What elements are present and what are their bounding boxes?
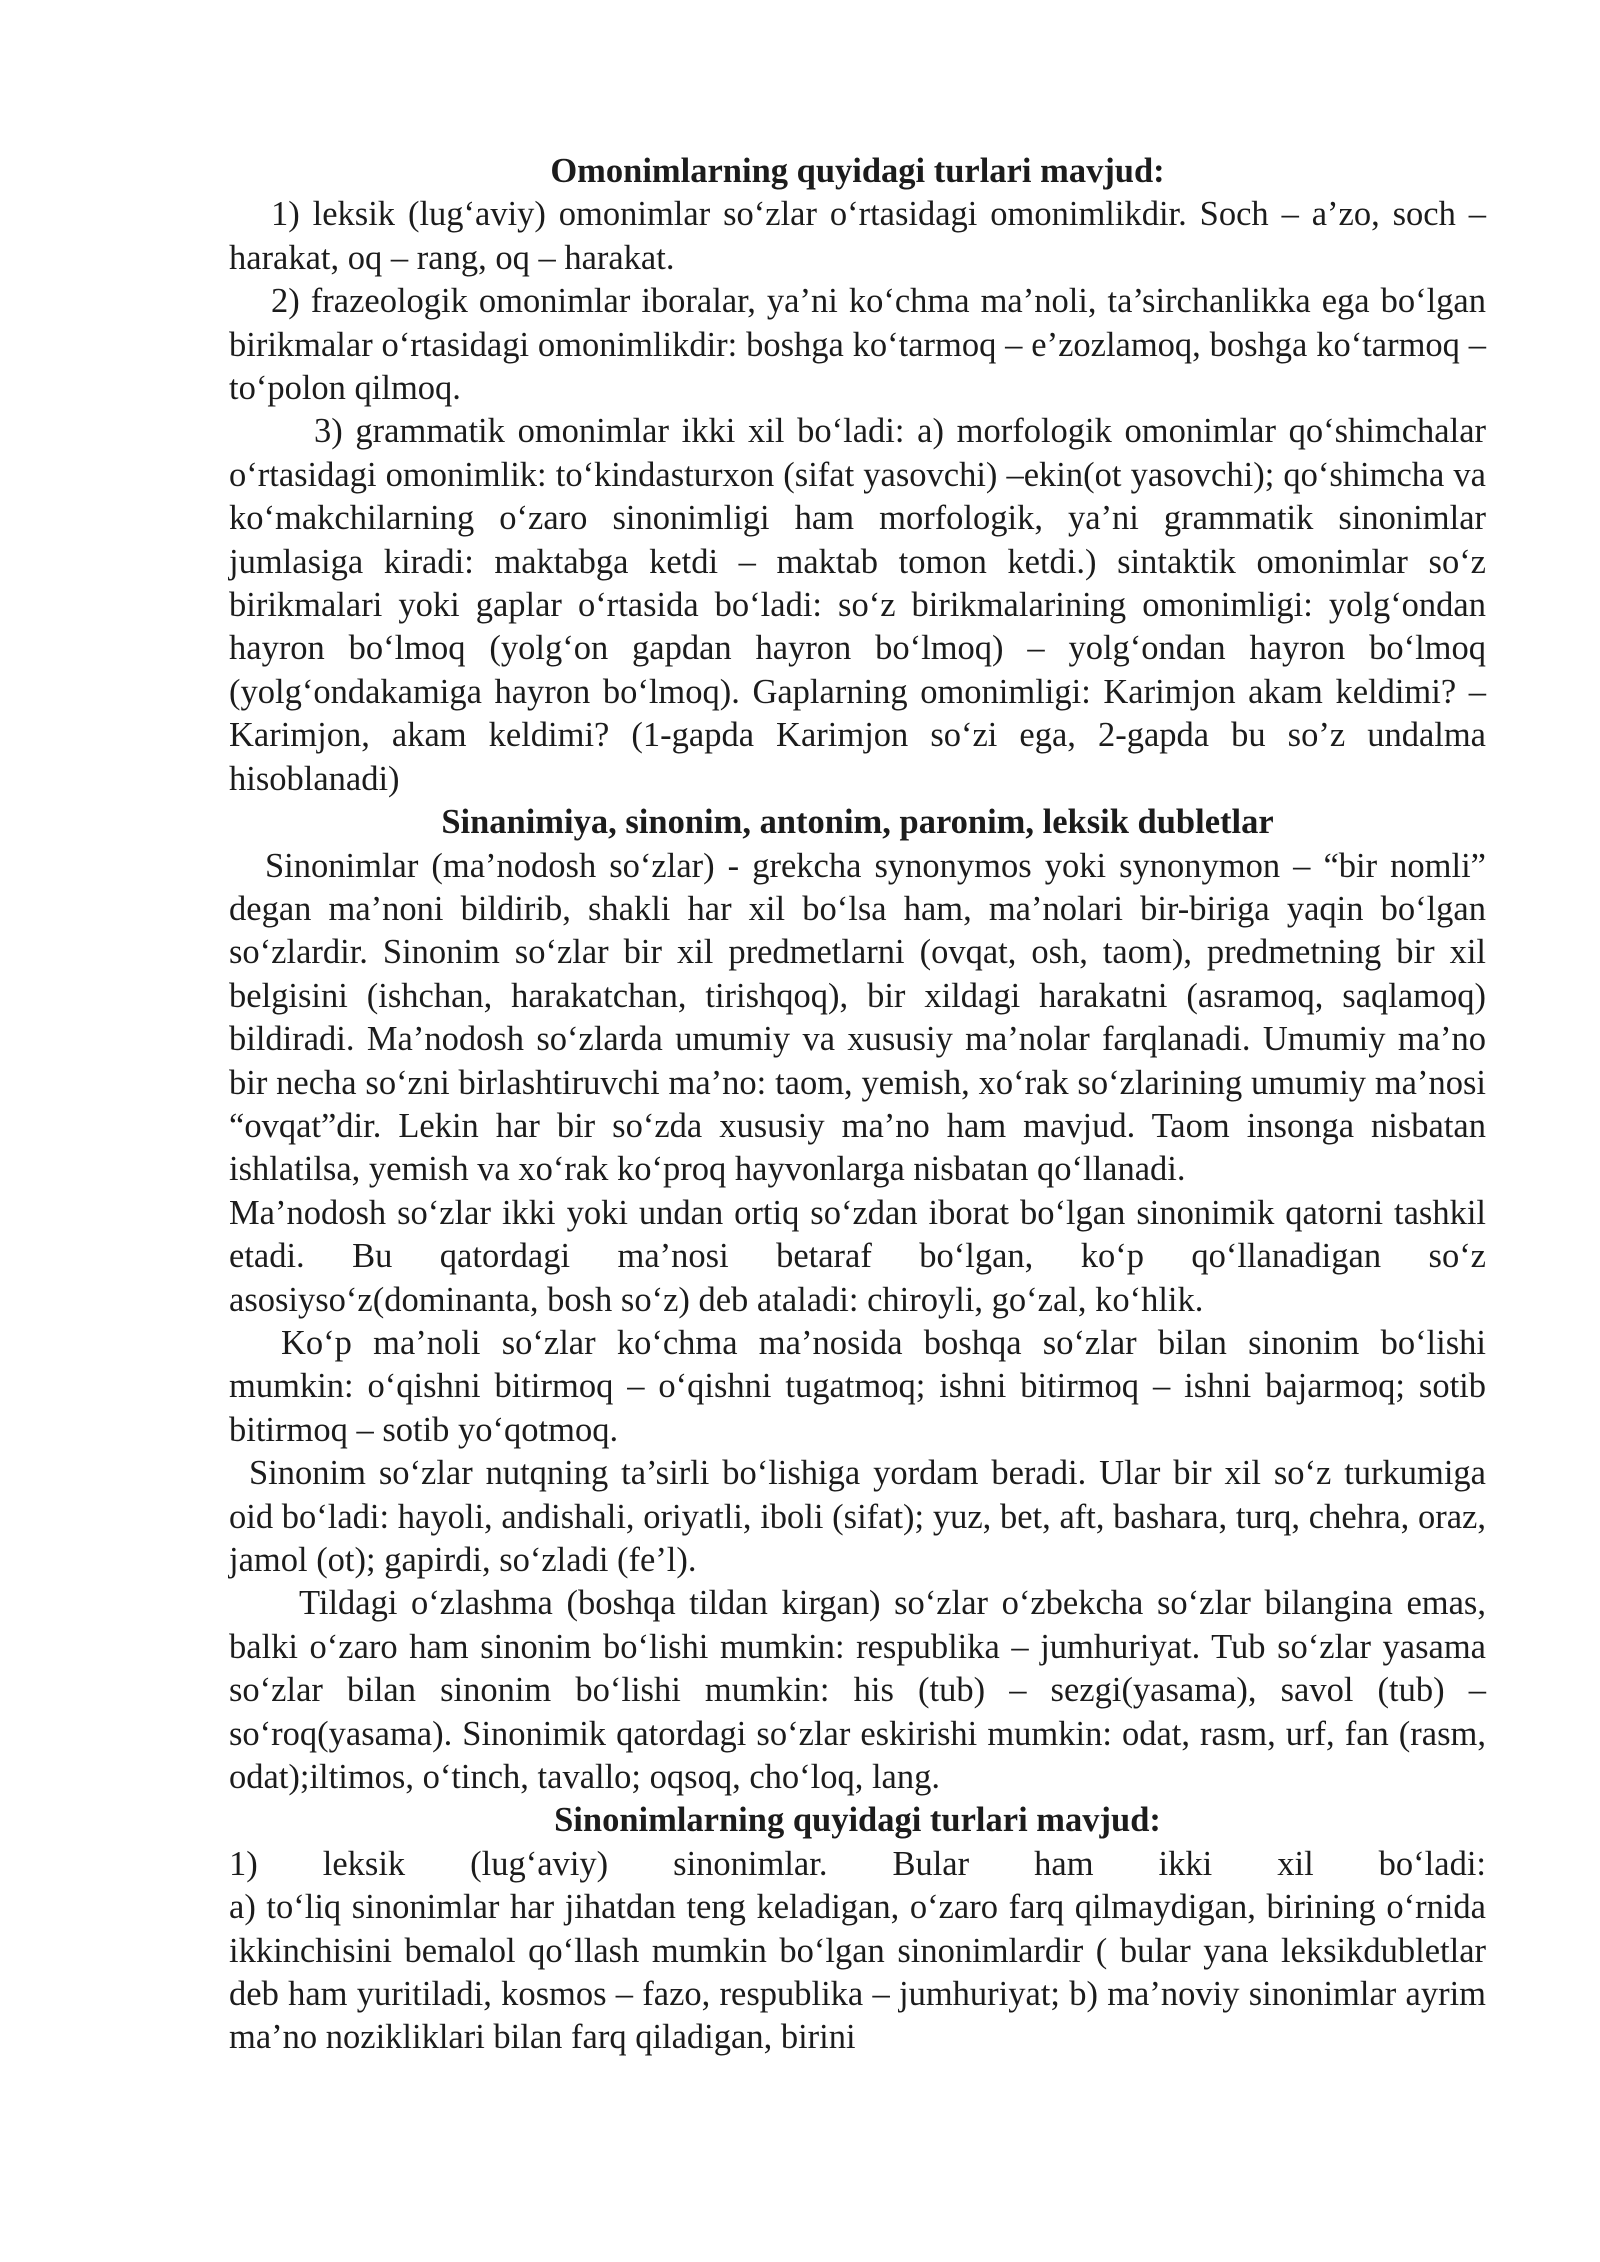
paragraph-lexical-synonyms-intro: 1) leksik (lug‘aviy) sinonimlar. Bular ham ikki xil bo‘ladi: — [229, 1844, 1486, 1883]
paragraph-synonym-speech: Sinonim so‘zlar nutqning ta’sirli bo‘lishiga yordam beradi. Ular bir xil so‘z turkumiga oid bo‘ladi: hayoli, andishali, oriyatli, iboli (sifat); yuz, bet, aft, bashara, turq, chehra, oraz, jamol (ot); gapirdi, so‘zladi (fe’l). — [229, 1454, 1486, 1579]
paragraph-phraseological-homonyms: 2) frazeologik omonimlar iboralar, ya’ni ko‘chma ma’noli, ta’sirchanlikka ega bo‘lgan birikmalar o‘rtasidagi omonimlikdir: boshga ko‘tarmoq – e’zozlamoq, boshga ko‘tarmoq – to‘polon qilmoq. — [229, 282, 1486, 408]
heading-sinonim-types: Sinonimlarning quyidagi turlari mavjud: — [554, 1801, 1161, 1840]
paragraph-grammatical-homonyms: 3) grammatik omonimlar ikki xil bo‘ladi: a) morfologik omonimlar qo‘shimchalar o‘rtasidagi omonimlik: to‘kindasturxon (sifat yasovchi) –ekin(ot yasovchi); qo‘shimcha va ko‘makchilarning o‘zaro sinonimligi ham morfologik, ya’ni grammatik sinonimlar jumlasiga kiradi: maktabga ketdi – maktab tomon ketdi.) sintaktik omonimlar so‘z birikmalari yoki gaplar o‘rtasida bo‘ladi: so‘z birikmalarining omonimligi: yolg‘ondan hayron bo‘lmoq (yolg‘on gapdan hayron bo‘lmoq) – yolg‘ondan hayron bo‘lmoq (yolg‘ondakamiga hayron bo‘lmoq). Gaplarning omonimligi: Karimjon akam keldimi? – Karimjon, akam keldimi? (1-gapda Karimjon so‘zi ega, 2-gapda bu so’z undalma hisoblanadi) — [229, 412, 1486, 798]
paragraph-polysemous-synonyms: Ko‘p ma’noli so‘zlar ko‘chma ma’nosida boshqa so‘zlar bilan sinonim bo‘lishi mumkin: o‘qishni bitirmoq – o‘qishni tugatmoq; ishni bitirmoq – ishni bajarmoq; sotib bitirmoq – sotib yo‘qotmoq. — [229, 1323, 1486, 1449]
paragraph-borrowed-synonyms: Tildagi o‘zlashma (boshqa tildan kirgan) so‘zlar o‘zbekcha so‘zlar bilangina emas, balki o‘zaro ham sinonim bo‘lishi mumkin: respublika – jumhuriyat. Tub so‘zlar yasama so‘zlar bilan sinonim bo‘lishi mumkin: his (tub) – sezgi(yasama), savol (tub) – so‘roq(yasama). Sinonimik qatordagi so‘zlar eskirishi mumkin: odat, rasm, urf, fan (rasm, odat);iltimos, o‘tinch, tavallo; oqsoq, cho‘loq, lang. — [229, 1584, 1486, 1797]
paragraph-lexical-synonyms: a) to‘liq sinonimlar har jihatdan teng keladigan, o‘zaro farq qilmaydigan, birining o‘rnida ikkinchisini bemalol qo‘llash mumkin bo‘lgan sinonimlardir ( bular yana leksikdubletlar deb ham yuritiladi, kosmos – fazo, respublika – jumhuriyat; b) ma’noviy sinonimlar ayrim ma’no nozikliklari bilan farq qiladigan, birini — [229, 1888, 1486, 2057]
paragraph-lexical-homonyms: 1) leksik (lug‘aviy) omonimlar so‘zlar o‘rtasidagi omonimlikdir. Soch – a’zo, soch – harakat, oq – rang, oq – harakat. — [229, 195, 1486, 277]
heading-omonim-types: Omonimlarning quyidagi turlari mavjud: — [550, 152, 1165, 190]
heading-sinonimiya: Sinanimiya, sinonim, antonim, paronim, leksik dubletlar — [441, 803, 1274, 842]
paragraph-synonymic-row: Ma’nodosh so‘zlar ikki yoki undan ortiq so‘zdan iborat bo‘lgan sinonimik qatorni tashkil etadi. Bu qatordagi ma’nosi betaraf bo‘lgan, ko‘p qo‘llanadigan so‘z asosiyso‘z(dominanta, bosh so‘z) deb ataladi: chiroyli, go‘zal, ko‘hlik. — [229, 1193, 1486, 1319]
document-page — [229, 150, 1486, 2060]
paragraph-synonyms-definition: Sinonimlar (ma’nodosh so‘zlar) - grekcha synonymos yoki synonymon – “bir nomli” degan ma’noni bildirib, shakli har xil bo‘lsa ham, ma’nolari bir-biriga yaqin bo‘lgan so‘zlardir. Sinonim so‘zlar bir xil predmetlarni (ovqat, osh, taom), predmetning bir xil belgisini (ishchan, harakatchan, tirishqoq), bir xildagi harakatni (asramoq, saqlamoq) bildiradi. Ma’nodosh so‘zlarda umumiy va xususiy ma’nolar farqlanadi. Umumiy ma’no bir necha so‘zni birlashtiruvchi ma’no: taom, yemish, xo‘rak so‘zlarining umumiy ma’nosi “ovqat”dir. Lekin har bir so‘zda xususiy ma’no ham mavjud. Taom insonga nisbatan ishlatilsa, yemish va xo‘rak ko‘proq hayvonlarga nisbatan qo‘llanadi. — [229, 846, 1486, 1189]
